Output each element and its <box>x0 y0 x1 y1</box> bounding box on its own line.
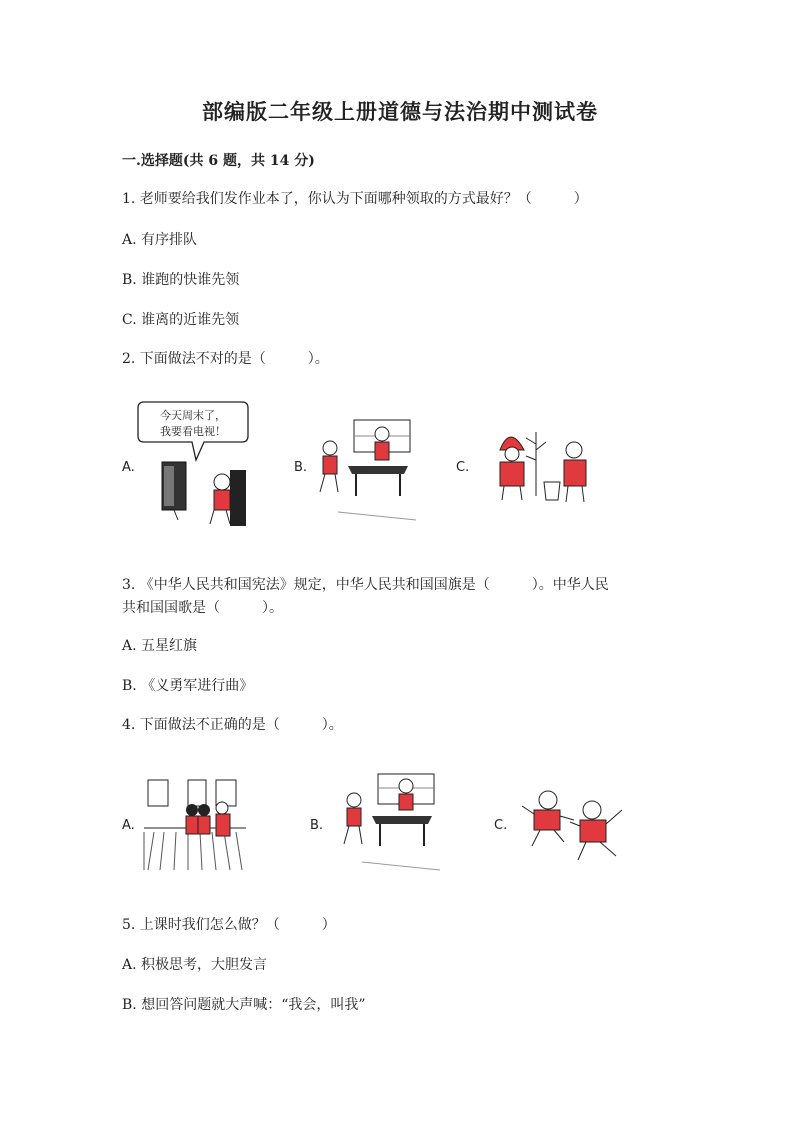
q2-image-b-cleaning <box>308 416 416 526</box>
q2-image-a-tv <box>134 400 256 528</box>
q4-image-a-queue <box>142 776 248 872</box>
q4-label-b: B. <box>310 818 324 833</box>
q4-image-c-fighting <box>520 780 628 870</box>
q2-label-a: A. <box>122 460 135 475</box>
q2-label-c: C. <box>456 460 470 475</box>
q1-option-a: A. 有序排队 <box>122 232 198 248</box>
q2-bubble-line1: 今天周末了， <box>160 409 226 422</box>
q1-option-b: B. 谁跑的快谁先领 <box>122 272 240 288</box>
q2-stem: 2. 下面做法不对的是（ ）。 <box>122 351 329 367</box>
q2-label-b: B. <box>294 460 308 475</box>
q3-option-b: B. 《义勇军进行曲》 <box>122 678 254 694</box>
page-title: 部编版二年级上册道德与法治期中测试卷 <box>202 99 598 124</box>
q5-stem: 5. 上课时我们怎么做？（ ） <box>122 917 336 933</box>
q3-stem-line2: 共和国国歌是（ ）。 <box>122 600 283 616</box>
q5-option-a: A. 积极思考，大胆发言 <box>122 957 268 973</box>
q4-figure-row <box>122 770 682 875</box>
q5-option-b: B. 想回答问题就大声喊：“我会，叫我” <box>122 997 366 1013</box>
section-heading: 一.选择题(共 6 题，共 14 分) <box>122 153 315 169</box>
q1-option-c: C. 谁离的近谁先领 <box>122 312 240 328</box>
q3-option-a: A. 五星红旗 <box>122 638 198 654</box>
q2-figure-row <box>122 400 682 530</box>
q2-image-c-planting <box>490 420 602 520</box>
q2-bubble-line2: 我要看电视！ <box>160 425 226 438</box>
q4-label-a: A. <box>122 818 135 833</box>
q4-label-c: C. <box>494 818 508 833</box>
q4-stem: 4. 下面做法不正确的是（ ）。 <box>122 717 343 733</box>
q4-image-b-cleaning <box>332 772 440 872</box>
q3-stem-line1: 3. 《中华人民共和国宪法》规定，中华人民共和国国旗是（ ）。中华人民 <box>122 577 609 593</box>
q1-stem: 1. 老师要给我们发作业本了，你认为下面哪种领取的方式最好？（ ） <box>122 191 588 207</box>
